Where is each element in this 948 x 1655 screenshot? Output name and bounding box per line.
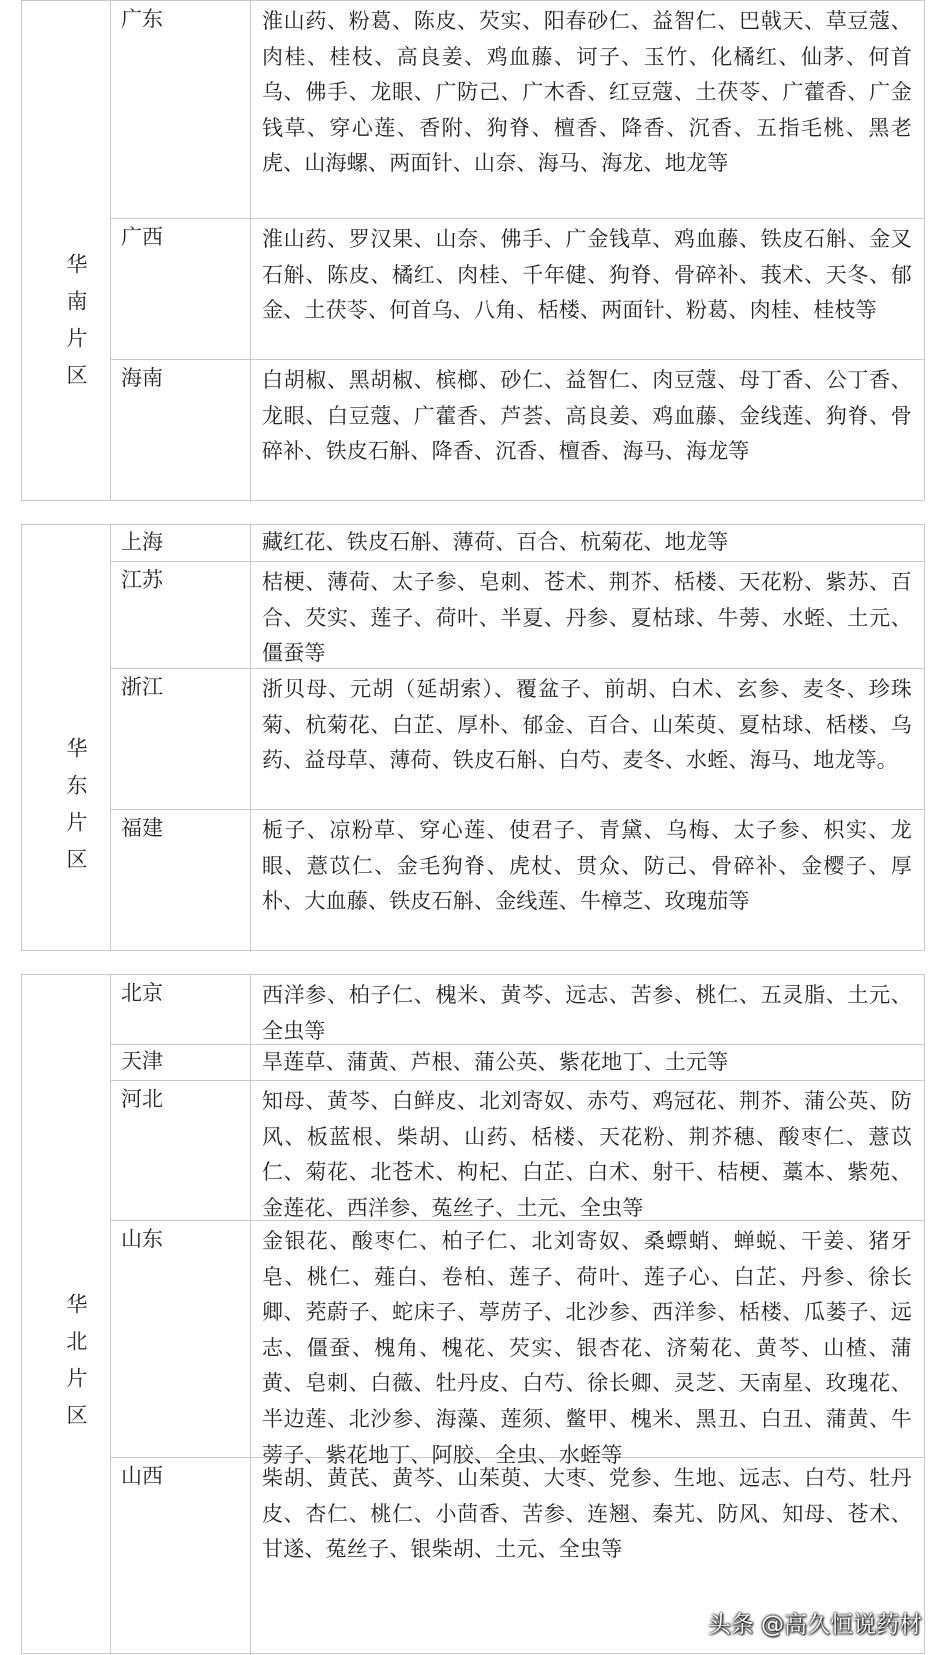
province-name: 山西 [111,1458,251,1655]
table-row [111,525,924,562]
province-name: 北京 [111,975,251,1044]
region-label: 华南片区 [64,253,88,401]
region-cell [22,975,111,1653]
province-name: 江苏 [111,562,251,668]
herb-list: 知母、黄芩、白鲜皮、北刘寄奴、赤芍、鸡冠花、荆芥、蒲公英、防风、板蓝根、柴胡、山药、栝楼、天花粉、荆芥穗、酸枣仁、薏苡仁、菊花、北苍术、枸杞、白芷、白术、射干、桔梗、藁本、紫苑、金莲花、西洋参、菟丝子、土元、全虫等 [262,1089,912,1220]
herb-list: 柴胡、黄芪、黄芩、山茱萸、大枣、党参、生地、远志、白芍、牡丹皮、杏仁、桃仁、小茴香、苦参、连翘、秦艽、防风、知母、苍术、甘遂、菟丝子、银柴胡、土元、全虫等 [262,1466,912,1562]
province-name: 广东 [111,1,251,218]
table-row [111,669,924,810]
province-name: 天津 [111,1045,251,1080]
table-block-huadong [21,524,925,951]
herb-list: 西洋参、柏子仁、槐米、黄芩、远志、苦参、桃仁、五灵脂、土元、全虫等 [262,983,912,1043]
table-row [111,562,924,669]
table-block-huabei [21,974,925,1654]
table-row [111,1,924,219]
province-name: 上海 [111,525,251,561]
province-name: 河北 [111,1081,251,1220]
province-name: 浙江 [111,669,251,809]
region-label: 华东片区 [64,737,88,885]
region-label: 华北片区 [64,1293,88,1441]
herb-list: 淮山药、粉葛、陈皮、芡实、阳春砂仁、益智仁、巴戟天、草豆蔻、肉桂、桂枝、高良姜、鸡血藤、诃子、玉竹、化橘红、仙茅、何首乌、佛手、龙眼、广防己、广木香、红豆蔻、土茯苓、广藿香、广金钱草、穿心莲、香附、狗脊、檀香、降香、沉香、五指毛桃、黑老虎、山海螺、两面针、山奈、海马、海龙、地龙等 [262,9,912,176]
province-name: 山东 [111,1221,251,1457]
herb-list: 金银花、酸枣仁、柏子仁、北刘寄奴、桑螵蛸、蝉蜕、干姜、猪牙皂、桃仁、薤白、卷柏、莲子、荷叶、莲子心、白芷、丹参、徐长卿、茺蔚子、蛇床子、葶苈子、北沙参、西洋参、栝楼、瓜蒌子、远志、僵蚕、槐角、槐花、芡实、银杏花、济菊花、黄芩、山楂、蒲黄、皂刺、白薇、牡丹皮、白芍、徐长卿、灵芝、天南星、玫瑰花、半边莲、北沙参、海藻、莲须、鳖甲、槐米、黑丑、白丑、蒲黄、牛蒡子、紫花地丁、阿胶、全虫、水蛭等 [262,1229,912,1467]
table-row [111,1045,924,1081]
herb-list: 藏红花、铁皮石斛、薄荷、百合、杭菊花、地龙等 [262,530,729,554]
table-row [111,1221,924,1467]
herb-list: 栀子、凉粉草、穿心莲、使君子、青黛、乌梅、太子参、枳实、龙眼、薏苡仁、金毛狗脊、虎杖、贯众、防己、骨碎补、金樱子、厚朴、大血藤、铁皮石斛、金线莲、牛樟芝、玫瑰茄等 [262,818,912,914]
region-cell [22,1,111,500]
province-name: 海南 [111,360,251,502]
herb-list: 白胡椒、黑胡椒、槟榔、砂仁、益智仁、肉豆蔻、母丁香、公丁香、龙眼、白豆蔻、广藿香、芦荟、高良姜、鸡血藤、金线莲、狗脊、骨碎补、铁皮石斛、降香、沉香、檀香、海马、海龙等 [262,368,912,464]
region-cell [22,525,111,950]
table-row [111,810,924,952]
province-name: 广西 [111,219,251,359]
herb-list: 浙贝母、元胡（延胡索）、覆盆子、前胡、白术、玄参、麦冬、珍珠菊、杭菊花、白芷、厚朴、郁金、百合、山茱萸、夏枯球、栝楼、乌药、益母草、薄荷、铁皮石斛、白芍、麦冬、水蛭、海马、地龙等。 [262,677,912,773]
herb-list: 桔梗、薄荷、太子参、皂刺、苍术、荆芥、栝楼、天花粉、紫苏、百合、芡实、莲子、荷叶、半夏、丹参、夏枯球、牛蒡、水蛭、土元、僵蚕等 [262,570,912,666]
table-row [111,219,924,360]
herb-list: 旱莲草、蒲黄、芦根、蒲公英、紫花地丁、土元等 [262,1050,729,1074]
table-row [111,1081,924,1221]
table-row [111,975,924,1045]
source-watermark: 头条 @高久恒说药材 [707,1612,922,1638]
table-row [111,360,924,502]
herb-list: 淮山药、罗汉果、山奈、佛手、广金钱草、鸡血藤、铁皮石斛、金叉石斛、陈皮、橘红、肉桂、千年健、狗脊、骨碎补、莪术、天冬、郁金、土茯苓、何首乌、八角、栝楼、两面针、粉葛、肉桂、桂枝等 [262,227,912,323]
province-name: 福建 [111,810,251,952]
table-block-huanan [21,0,925,501]
